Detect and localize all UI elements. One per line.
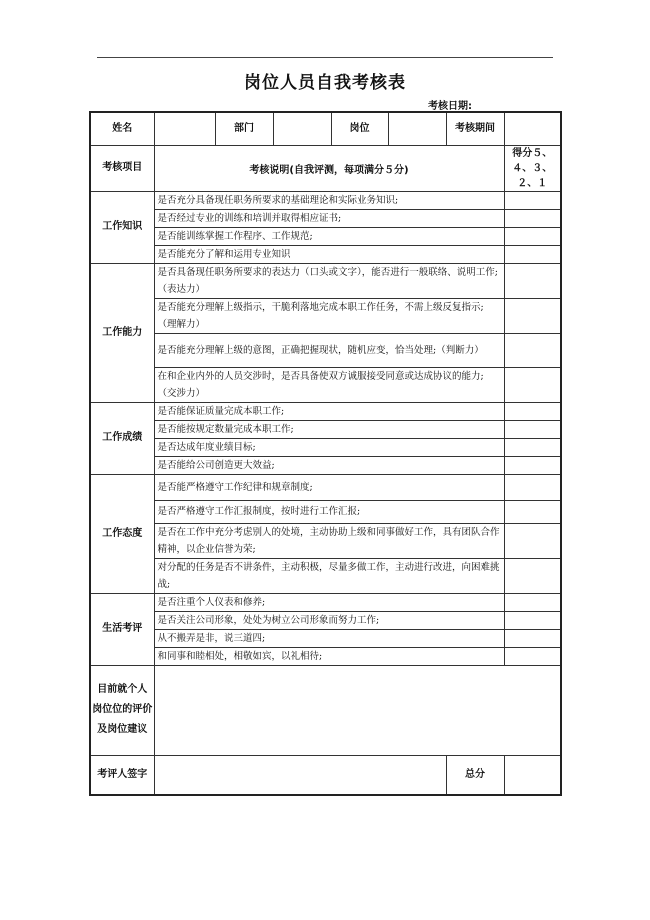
score-cell[interactable] — [504, 191, 561, 209]
evaluation-label-line: 岗位位的评价 — [92, 704, 153, 715]
criterion: 是否能充分理解上级指示，干脆利落地完成本职工作任务，不需上级反复指示;（理解力） — [154, 298, 504, 333]
criterion: 是否能训练掌握工作程序、工作规范; — [154, 227, 504, 245]
evaluation-row — [90, 665, 561, 755]
table-row — [90, 245, 561, 263]
score-cell[interactable] — [504, 263, 561, 298]
score-cell[interactable] — [504, 629, 561, 647]
criterion: 是否关注公司形象，处处为树立公司形象而努力工作; — [154, 611, 504, 629]
table-row — [90, 333, 561, 367]
criterion: 在和企业内外的人员交涉时，是否具备使双方诚服接受同意或达成协议的能力;（交涉力） — [154, 367, 504, 402]
criterion: 是否充分具备现任职务所要求的基础理论和实际业务知识; — [154, 191, 504, 209]
criterion: 是否能按规定数量完成本职工作; — [154, 420, 504, 438]
column-header-row — [90, 145, 561, 191]
score-cell[interactable] — [504, 500, 561, 523]
name-label: 姓名 — [90, 112, 154, 145]
department-field[interactable] — [273, 112, 331, 145]
reviewer-signature-label: 考评人签字 — [90, 755, 154, 795]
criterion: 是否注重个人仪表和修养; — [154, 593, 504, 611]
table-row — [90, 647, 561, 665]
criterion: 是否能充分理解上级的意图，正确把握现状，随机应变，恰当处理;（判断力） — [154, 333, 504, 367]
table-row — [90, 209, 561, 227]
score-cell[interactable] — [504, 420, 561, 438]
info-row — [90, 112, 561, 145]
criterion: 从不搬弄是非，说三道四; — [154, 629, 504, 647]
score-cell[interactable] — [504, 558, 561, 593]
criterion: 是否严格遵守工作汇报制度，按时进行工作汇报; — [154, 500, 504, 523]
table-row — [90, 558, 561, 593]
score-cell[interactable] — [504, 367, 561, 402]
evaluation-label-line: 目前就个人 — [97, 684, 148, 695]
table-row — [90, 191, 561, 209]
score-cell[interactable] — [504, 227, 561, 245]
table-row — [90, 593, 561, 611]
table-row — [90, 227, 561, 245]
position-field[interactable] — [388, 112, 446, 145]
score-cell[interactable] — [504, 245, 561, 263]
name-field[interactable] — [154, 112, 215, 145]
page-title: 岗位人员自我考核表 — [244, 73, 406, 93]
period-field[interactable] — [504, 112, 561, 145]
score-cell[interactable] — [504, 647, 561, 665]
assessment-date-label: 考核日期: — [428, 101, 472, 112]
criterion: 是否能严格遵守工作纪律和规章制度; — [154, 474, 504, 500]
criterion: 对分配的任务是否不讲条件，主动积极，尽量多做工作，主动进行改进，向困难挑战; — [154, 558, 504, 593]
category-work-knowledge: 工作知识 — [90, 191, 154, 263]
position-label: 岗位 — [331, 112, 388, 145]
total-score-label: 总分 — [446, 755, 504, 795]
score-cell[interactable] — [504, 209, 561, 227]
score-cell[interactable] — [504, 593, 561, 611]
table-row — [90, 298, 561, 333]
category-life-evaluation: 生活考评 — [90, 593, 154, 665]
reviewer-signature-field[interactable] — [154, 755, 446, 795]
table-row — [90, 263, 561, 298]
evaluation-label — [90, 665, 154, 755]
criterion: 是否能给公司创造更大效益; — [154, 456, 504, 474]
score-cell[interactable] — [504, 298, 561, 333]
table-row — [90, 611, 561, 629]
criterion: 是否具备现任职务所要求的表达力（口头或文字），能否进行一般联络、说明工作;（表达力） — [154, 263, 504, 298]
score-cell[interactable] — [504, 523, 561, 558]
score-cell[interactable] — [504, 438, 561, 456]
table-row — [90, 420, 561, 438]
score-cell[interactable] — [504, 611, 561, 629]
evaluation-field[interactable] — [154, 665, 561, 755]
signature-row — [90, 755, 561, 795]
table-row — [90, 523, 561, 558]
criterion: 是否经过专业的训练和培训并取得相应证书; — [154, 209, 504, 227]
score-cell[interactable] — [504, 333, 561, 367]
period-label: 考核期间 — [446, 112, 504, 145]
table-row — [90, 629, 561, 647]
category-work-ability: 工作能力 — [90, 263, 154, 402]
criterion: 和同事和睦相处，相敬如宾，以礼相待; — [154, 647, 504, 665]
criterion: 是否能保证质量完成本职工作; — [154, 402, 504, 420]
table-row — [90, 367, 561, 402]
score-cell[interactable] — [504, 474, 561, 500]
item-column-header: 考核项目 — [90, 145, 154, 191]
evaluation-label-line: 及岗位建议 — [97, 724, 148, 735]
table-row — [90, 438, 561, 456]
description-column-header: 考核说明(自我评测，每项满分５分) — [154, 145, 504, 191]
criterion: 是否在工作中充分考虑别人的处境，主动协助上级和同事做好工作，具有团队合作精神，以企业信誉为荣; — [154, 523, 504, 558]
score-cell[interactable] — [504, 402, 561, 420]
criterion: 是否能充分了解和运用专业知识 — [154, 245, 504, 263]
self-assessment-table — [89, 111, 562, 796]
criterion: 是否达成年度业绩目标; — [154, 438, 504, 456]
score-cell[interactable] — [504, 456, 561, 474]
table-row — [90, 500, 561, 523]
department-label: 部门 — [215, 112, 273, 145]
category-work-results: 工作成绩 — [90, 402, 154, 474]
category-work-attitude: 工作态度 — [90, 474, 154, 593]
top-divider — [97, 57, 553, 58]
total-score-field[interactable] — [504, 755, 561, 795]
score-column-header: 得分５、４、３、２、１ — [504, 145, 561, 191]
table-row — [90, 456, 561, 474]
table-row — [90, 474, 561, 500]
table-row — [90, 402, 561, 420]
